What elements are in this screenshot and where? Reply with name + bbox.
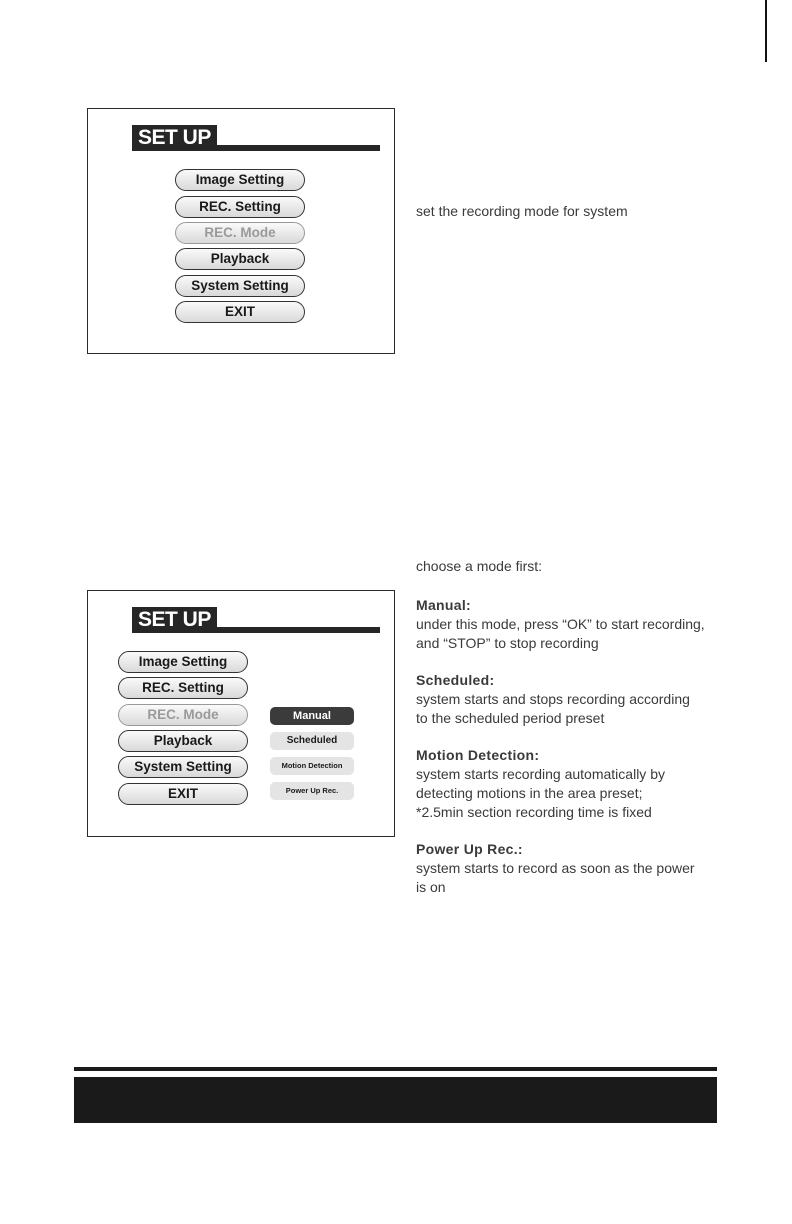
mode-motion-detection-button[interactable]: Motion Detection	[270, 757, 354, 775]
power-up-rec-text: system starts to record as soon as the power	[416, 860, 695, 876]
menu-rec-mode[interactable]: REC. Mode	[175, 222, 305, 244]
manual-text: under this mode, press “OK” to start recording,	[416, 616, 705, 632]
scheduled-text: system starts and stops recording according	[416, 691, 690, 707]
menu-system-setting[interactable]: System Setting	[118, 756, 248, 778]
footer-bar	[74, 1077, 717, 1123]
power-up-rec-text: is on	[416, 879, 446, 895]
manual-text: and “STOP” to stop recording	[416, 635, 599, 651]
footer-rule	[74, 1067, 717, 1071]
setup-title: SET UP	[132, 125, 217, 151]
menu-rec-mode[interactable]: REC. Mode	[118, 704, 248, 726]
mode-scheduled-button[interactable]: Scheduled	[270, 732, 354, 750]
menu-rec-setting[interactable]: REC. Setting	[175, 196, 305, 218]
setup-screen-1	[87, 108, 395, 354]
motion-detection-heading: Motion Detection:	[416, 747, 540, 763]
modes-description	[416, 557, 756, 897]
menu-image-setting[interactable]: Image Setting	[118, 651, 248, 673]
page-edge-line	[765, 0, 767, 62]
menu-image-setting[interactable]: Image Setting	[175, 169, 305, 191]
setup-title: SET UP	[132, 607, 217, 633]
scheduled-text: to the scheduled period preset	[416, 710, 605, 726]
motion-detection-text: system starts recording automatically by	[416, 766, 665, 782]
menu-playback[interactable]: Playback	[118, 730, 248, 752]
setup-screen-2	[87, 590, 395, 837]
menu-exit[interactable]: EXIT	[175, 301, 305, 323]
scheduled-heading: Scheduled:	[416, 672, 495, 688]
mode-manual-button[interactable]: Manual	[270, 707, 354, 725]
menu-system-setting[interactable]: System Setting	[175, 275, 305, 297]
menu-playback[interactable]: Playback	[175, 248, 305, 270]
menu-rec-setting[interactable]: REC. Setting	[118, 677, 248, 699]
menu-exit[interactable]: EXIT	[118, 783, 248, 805]
modes-intro: choose a mode first:	[416, 558, 543, 574]
motion-detection-text: detecting motions in the area preset;	[416, 785, 643, 801]
manual-heading: Manual:	[416, 597, 471, 613]
power-up-rec-heading: Power Up Rec.:	[416, 841, 523, 857]
screen1-caption: set the recording mode for system	[416, 203, 628, 219]
mode-power-up-rec-button[interactable]: Power Up Rec.	[270, 782, 354, 800]
motion-detection-text: *2.5min section recording time is fixed	[416, 804, 652, 820]
